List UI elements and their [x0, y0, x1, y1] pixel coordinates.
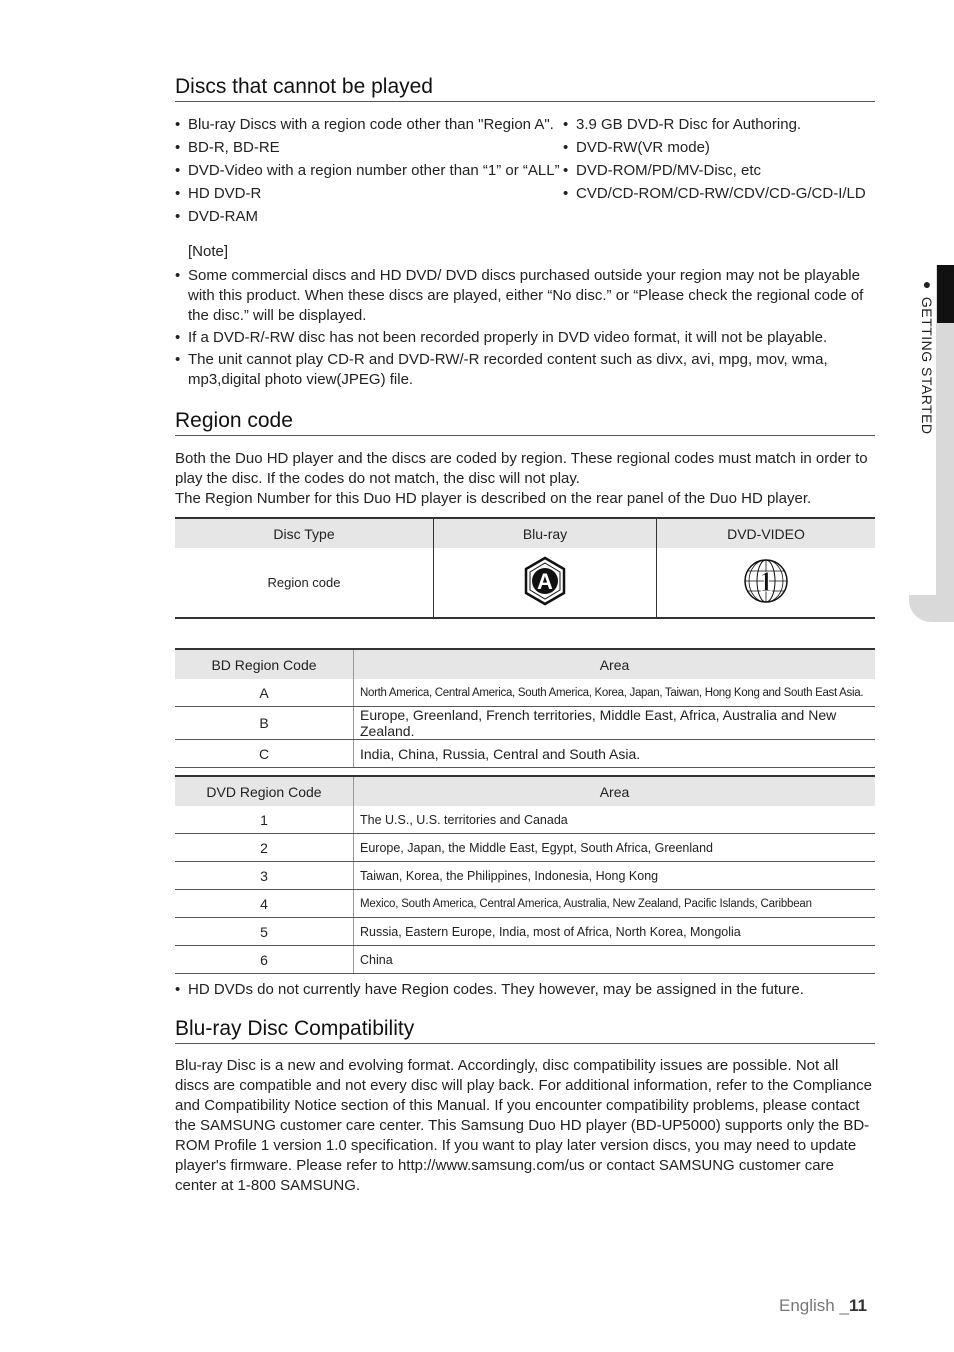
- list-item: • DVD-Video with a region number other than “1” or “ALL”: [175, 161, 565, 181]
- note-item: • If a DVD-R/-RW disc has not been recorded properly in DVD video format, it will not be playable.: [175, 328, 875, 348]
- page-number: 11: [848, 1296, 867, 1315]
- note-label: [Note]: [188, 243, 229, 260]
- page-footer: [779, 1296, 867, 1316]
- section-title-region-code: Region code: [175, 409, 875, 436]
- note-item: • The unit cannot play CD-R and DVD-RW/-R recorded content such as divx, avi, mpg, mov, wma, mp3,digital photo view(JPEG) file.: [175, 350, 875, 390]
- list-item: • BD-R, BD-RE: [175, 138, 565, 158]
- list-item: • CVD/CD-ROM/CD-RW/CDV/CD-G/CD-I/LD: [563, 184, 875, 204]
- list-item: • 3.9 GB DVD-R Disc for Authoring.: [563, 115, 875, 135]
- table-row: [175, 918, 875, 946]
- header-area: Area: [354, 649, 876, 679]
- header-dvd-region-code: DVD Region Code: [175, 776, 354, 806]
- region-code-label: Region code: [175, 548, 434, 618]
- list-item: • HD DVD-R: [175, 184, 565, 204]
- area-cell: The U.S., U.S. territories and Canada: [354, 806, 876, 834]
- region-code-cell: A: [175, 679, 354, 707]
- dvd-region-table: [175, 775, 875, 974]
- area-cell: India, China, Russia, Central and South Asia.: [354, 740, 876, 768]
- list-item: • Blu-ray Discs with a region code other than "Region A".: [175, 115, 565, 135]
- header-dvd-video: DVD-VIDEO: [657, 518, 876, 548]
- compatibility-paragraph: Blu-ray Disc is a new and evolving format. Accordingly, disc compatibility issues are possible. Not all discs are compatible and not every disc will play back. For additional information, refer to the Compliance and Compatibility Notice section of this Manual. If you encounter compatibility problems, please contact the SAMSUNG customer care center. This Samsung Duo HD player (BD-UP5000) supports only the BD-ROM Profile 1 version 1.0 specification. If you want to play later version discs, you may need to update player's firmware. Please refer to http://www.samsung.com/us or contact SAMSUNG customer care center at 1-800 SAMSUNG.: [175, 1057, 873, 1194]
- hd-dvd-footnote: [175, 980, 875, 1003]
- table-row: [175, 679, 875, 707]
- section-title-discs-not-playable: Discs that cannot be played: [175, 75, 875, 102]
- region-number-text: The Region Number for this Duo HD player is described on the rear panel of the Duo HD player.: [175, 490, 812, 507]
- table-row: [175, 740, 875, 768]
- area-cell: Taiwan, Korea, the Philippines, Indonesia, Hong Kong: [354, 862, 876, 890]
- table-row: [175, 890, 875, 918]
- region-code-cell: C: [175, 740, 354, 768]
- header-blu-ray: Blu-ray: [434, 518, 657, 548]
- footnote-item: • HD DVDs do not currently have Region codes. They however, may be assigned in the future.: [175, 980, 875, 1000]
- region-intro-text: Both the Duo HD player and the discs are coded by region. These regional codes must match in order to play the disc. If the codes do not match, the disc will not play.: [175, 450, 868, 487]
- table-row: [175, 946, 875, 974]
- bluray-region-a-icon: [522, 556, 568, 606]
- side-tab-label: ● GETTING STARTED: [919, 276, 935, 435]
- footer-language: English _: [779, 1296, 849, 1315]
- dvd-region-globe-icon: [742, 557, 790, 605]
- region-code-cell: 5: [175, 918, 354, 946]
- bluray-region-cell: [434, 548, 657, 618]
- area-cell: Mexico, South America, Central America, Australia, New Zealand, Pacific Islands, Caribbean: [354, 890, 876, 918]
- area-cell: Europe, Greenland, French territories, Middle East, Africa, Australia and New Zealand.: [354, 707, 876, 740]
- notes-list: [175, 266, 875, 393]
- list-item: • DVD-RAM: [175, 207, 565, 227]
- region-intro-paragraph: [175, 449, 875, 509]
- section-title-bluray-compatibility: Blu-ray Disc Compatibility: [175, 1017, 875, 1044]
- dvd-region-cell: [657, 548, 876, 618]
- disc-type-table: [175, 517, 875, 619]
- region-code-cell: 6: [175, 946, 354, 974]
- area-cell: China: [354, 946, 876, 974]
- header-disc-type: Disc Type: [175, 518, 434, 548]
- region-code-cell: 1: [175, 806, 354, 834]
- table-row: [175, 862, 875, 890]
- list-item: • DVD-ROM/PD/MV-Disc, etc: [563, 161, 875, 181]
- area-cell: North America, Central America, South America, Korea, Japan, Taiwan, Hong Kong and South East Asia.: [354, 679, 876, 707]
- note-item: • Some commercial discs and HD DVD/ DVD discs purchased outside your region may not be playable with this product. When these discs are played, either “No disc.” or “Please check the regional code of the disc.” will be displayed.: [175, 266, 875, 326]
- area-cell: Russia, Eastern Europe, India, most of Africa, North Korea, Mongolia: [354, 918, 876, 946]
- region-code-cell: 2: [175, 834, 354, 862]
- header-area: Area: [354, 776, 876, 806]
- bd-region-table: [175, 648, 875, 768]
- bluray-symbol-text: A: [537, 569, 553, 594]
- dvd-symbol-text: 1: [759, 567, 773, 598]
- table-row: [175, 834, 875, 862]
- area-cell: Europe, Japan, the Middle East, Egypt, South Africa, Greenland: [354, 834, 876, 862]
- region-code-cell: B: [175, 707, 354, 740]
- side-tab-marker: [937, 265, 954, 323]
- region-code-cell: 4: [175, 890, 354, 918]
- list-item: • DVD-RW(VR mode): [563, 138, 875, 158]
- table-row: [175, 806, 875, 834]
- unplayable-list-left: [175, 115, 565, 230]
- unplayable-list-right: [563, 115, 875, 207]
- header-bd-region-code: BD Region Code: [175, 649, 354, 679]
- table-row: [175, 707, 875, 740]
- region-code-cell: 3: [175, 862, 354, 890]
